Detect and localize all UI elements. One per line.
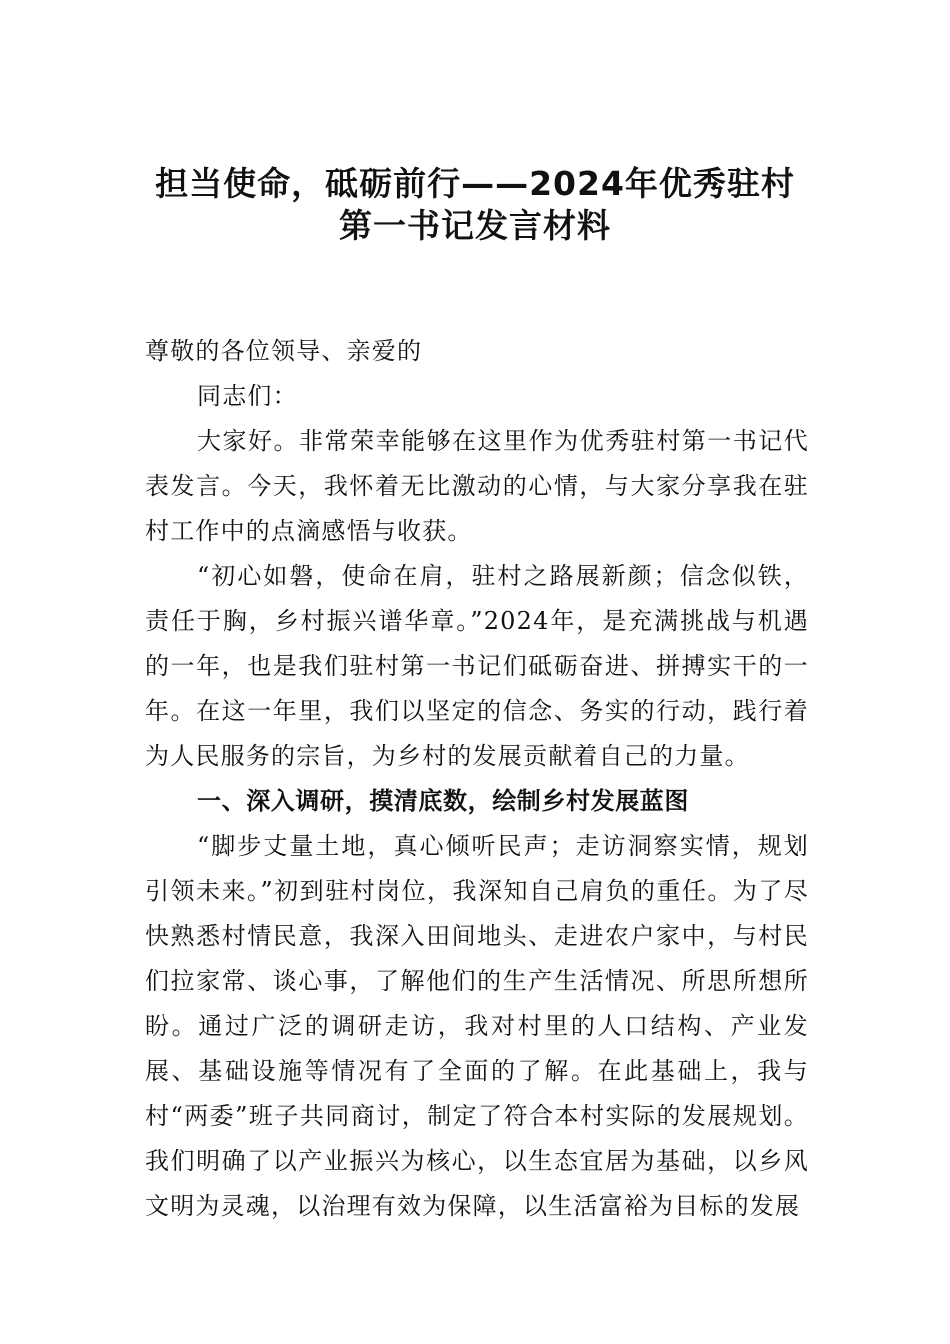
salutation-line-2: 同志们： (197, 382, 298, 410)
section-paragraph: “脚步丈量土地，真心倾听民声；走访洞察实情，规划引领未来。”初到驻村岗位，我深知自己肩负的重任。为了尽快熟悉村情民意，我深入田间地头、走进农户家中，与村民们拉家常、谈心事，了解他们的生产生活情况、所思所想所盼。通过广泛的调研走访，我对村里的人口结构、产业发展、基础设施等情况有了全面的了解。在此基础上，我与村“两委”班子共同商讨，制定了符合本村实际的发展规划。我们明确了以产业振兴为核心，以生态宜居为基础，以乡风文明为灵魂，以治理有效为保障，以生活富裕为目标的发展 (145, 832, 809, 1220)
body-paragraph-1: 大家好。非常荣幸能够在这里作为优秀驻村第一书记代表发言。今天，我怀着无比激动的心情，与大家分享我在驻村工作中的点滴感悟与收获。 (145, 427, 809, 545)
document-title-line-1: 担当使命，砥砺前行——2024年优秀驻村 (155, 164, 795, 203)
document-title-line-2: 第一书记发言材料 (339, 206, 611, 245)
salutation-line-1: 尊敬的各位领导、亲爱的 (145, 337, 423, 365)
section-heading: 一、深入调研，摸清底数，绘制乡村发展蓝图 (197, 787, 689, 815)
document-body (145, 329, 809, 1229)
body-paragraph-2: “初心如磐，使命在肩，驻村之路展新颜；信念似铁，责任于胸，乡村振兴谱华章。”2024年，是充满挑战与机遇的一年，也是我们驻村第一书记们砥砺奋进、拼搏实干的一年。在这一年里，我们以坚定的信念、务实的行动，践行着为人民服务的宗旨，为乡村的发展贡献着自己的力量。 (145, 562, 809, 770)
